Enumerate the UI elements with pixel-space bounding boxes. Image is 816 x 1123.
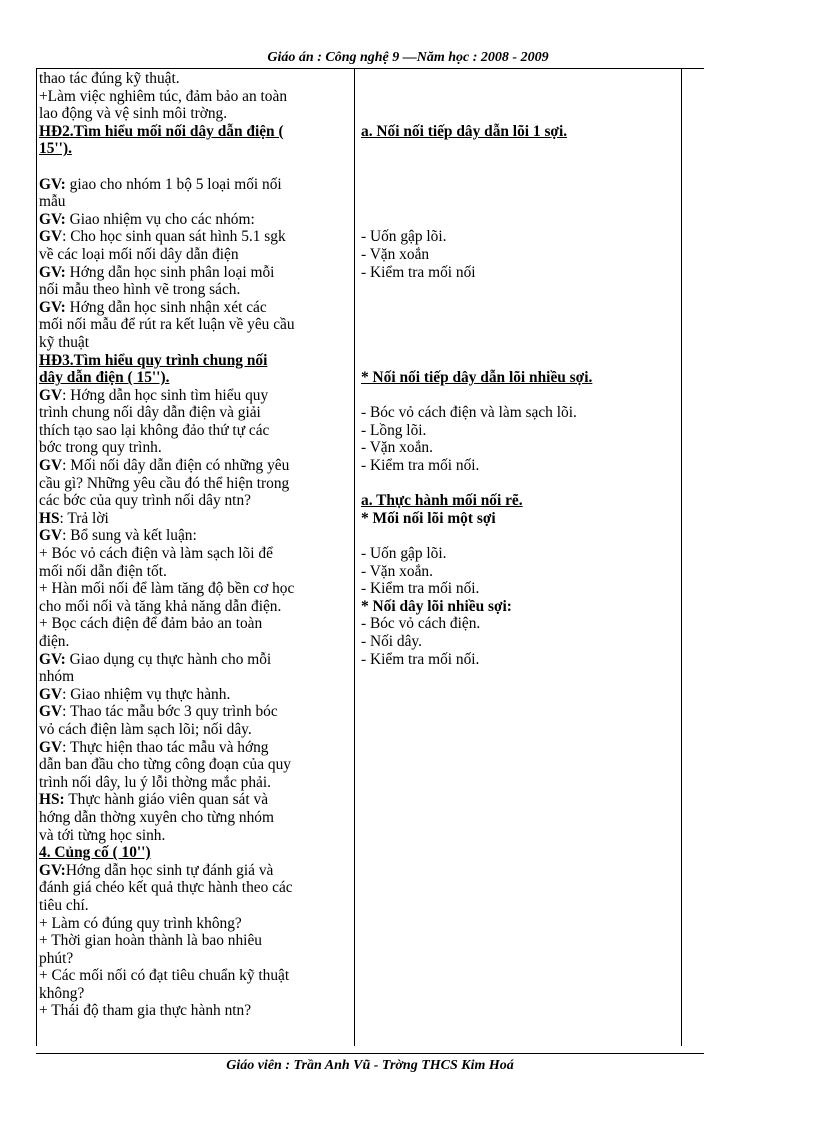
activity-line: không? (39, 984, 85, 1002)
step-line: - Vặn xoắn. (361, 439, 433, 457)
activity-line: nhóm (39, 668, 75, 686)
section-title-consolidation: 4. Củng cố ( 10'') (39, 844, 151, 862)
activity-line: GV: Thực hiện thao tác mẫu và hớng (39, 738, 269, 756)
right-title-multi-wire: * Nối nối tiếp dây dẫn lõi nhiều sợi. (361, 369, 593, 387)
role-label: GV: (39, 210, 66, 228)
spacer (361, 140, 677, 158)
activity-line: + Thái độ tham gia thực hành ntn? (39, 1002, 252, 1020)
role-label: GV (39, 527, 63, 545)
page-footer: Giáo viên : Trần Anh Vũ - Trờng THCS Kim Hoá (226, 1058, 514, 1073)
step-line: - Kiểm tra mối nối. (361, 580, 480, 598)
step-line: - Uốn gập lõi. (361, 228, 447, 246)
spacer (361, 193, 677, 211)
activity-line: về các loại mối nối dây dẫn điện (39, 245, 239, 263)
activity-line: vỏ cách điện làm sạch lõi; nối dây. (39, 720, 252, 738)
role-label: GV (39, 685, 63, 703)
section-title-hd3: dây dẫn điện ( 15''). (39, 369, 170, 387)
activity-line: + Bọc cách điện để đảm bảo an toàn (39, 615, 263, 633)
activity-line: các bớc của quy trình nối dây ntn? (39, 492, 251, 510)
activity-line: GV: Giao nhiệm vụ thực hành. (39, 685, 231, 703)
activity-line: GV: Hớng dẫn học sinh tìm hiểu quy (39, 386, 269, 404)
activity-line: dẫn ban đầu cho từng công đoạn của quy (39, 756, 291, 774)
role-label: GV: (39, 861, 66, 879)
activity-line: + Thời gian hoàn thành là bao nhiêu (39, 932, 262, 950)
activity-line: + Hàn mối nối để làm tăng độ bền cơ học (39, 580, 295, 598)
spacer (361, 475, 677, 493)
spacer (361, 70, 677, 88)
role-label: HS (39, 509, 60, 527)
section-title-hd2: HĐ2.Tìm hiểu mối nối dây dẫn điện ( (39, 122, 284, 140)
activity-line: mối nối dẫn điện tốt. (39, 562, 167, 580)
right-title-single-wire: a. Nối nối tiếp dây dẫn lõi 1 sợi. (361, 122, 568, 140)
section-title-hd3: HĐ3.Tìm hiểu quy trình chung nối (39, 351, 268, 369)
spacer (361, 105, 677, 123)
step-line: - Kiểm tra mối nối. (361, 650, 480, 668)
activity-line: GV: Giao nhiệm vụ cho các nhóm: (39, 210, 255, 228)
activity-line: điện. (39, 633, 70, 650)
activity-line: nối mẫu theo hình vẽ trong sách. (39, 281, 241, 299)
step-line: - Bóc vỏ cách điện và làm sạch lõi. (361, 404, 577, 422)
right-title-branch-joint: a. Thực hành mối nối rẽ. (361, 492, 523, 510)
role-label: GV (39, 703, 63, 721)
role-label: GV (39, 386, 63, 404)
step-line: - Bóc vỏ cách điện. (361, 615, 481, 633)
spacer (361, 158, 677, 176)
activity-line: + Các mối nối có đạt tiêu chuẩn kỹ thuật (39, 967, 290, 985)
spacer (361, 211, 677, 229)
column-divider (354, 68, 355, 1046)
activity-line: cầu gì? Những yêu cầu đó thể hiện trong (39, 474, 290, 492)
spacer (361, 352, 677, 370)
step-line: - Vặn xoắn. (361, 562, 433, 580)
step-line: - Vặn xoắn (361, 245, 430, 263)
right-subtitle-single-core: * Mối nối lõi một sợi (361, 509, 496, 527)
spacer (361, 299, 677, 317)
activity-line: mối nối mẫu để rút ra kết luận về yêu cầu (39, 316, 295, 334)
activity-line: HS: Trả lời (39, 509, 109, 527)
activity-line: + Bóc vỏ cách điện và làm sạch lõi để (39, 545, 273, 563)
activity-line: trình chung nối dây dẫn điện và giải (39, 404, 261, 422)
activity-line: GV: Hớng dẫn học sinh phân loại mỗi (39, 263, 275, 281)
role-label: GV (39, 228, 63, 246)
section-title-hd2: 15''). (39, 140, 72, 158)
activity-line: mẫu (39, 193, 66, 211)
activity-line: GV: Bổ sung và kết luận: (39, 527, 197, 545)
activity-line: HS: Thực hành giáo viên quan sát và (39, 791, 269, 809)
activity-line: cho mối nối và tăng khả năng dẫn điện. (39, 597, 282, 615)
step-line: - Kiểm tra mối nối (361, 263, 476, 281)
spacer (361, 527, 677, 545)
step-line: - Nối dây. (361, 633, 422, 650)
spacer (361, 176, 677, 194)
intro-line: lao động và vệ sinh môi trờng. (39, 105, 228, 123)
spacer (361, 281, 677, 299)
activity-line: GV:Hớng dẫn học sinh tự đánh giá và (39, 861, 274, 879)
spacer (361, 88, 677, 106)
role-label: GV: (39, 298, 66, 316)
step-line: - Kiểm tra mối nối. (361, 457, 480, 475)
role-label: GV (39, 457, 63, 475)
activity-line: kỹ thuật (39, 333, 90, 351)
page-header: Giáo án : Công nghệ 9 —Năm học : 2008 - 2009 (267, 50, 549, 65)
spacer (361, 387, 677, 405)
intro-line: +Làm việc nghiêm túc, đảm bảo an toàn (39, 87, 288, 105)
content-column (361, 70, 677, 668)
intro-line: thao tác đúng kỹ thuật. (39, 70, 180, 87)
activity-line: GV: giao cho nhóm 1 bộ 5 loại mối nối (39, 175, 282, 193)
activity-line: trình nối dây, lu ý lỗi thờng mắc phải. (39, 773, 271, 791)
role-label: GV: (39, 263, 66, 281)
spacer (361, 316, 677, 334)
activity-line: bớc trong quy trình. (39, 439, 162, 457)
right-subtitle-multi-core: * Nối dây lõi nhiều sợi: (361, 597, 512, 615)
teacher-activities-column (39, 70, 351, 1020)
spacer (39, 158, 351, 176)
role-label: GV (39, 738, 63, 756)
activity-line: GV: Thao tác mẫu bớc 3 quy trình bóc (39, 703, 278, 721)
activity-line: phút? (39, 949, 74, 967)
activity-line: đánh giá chéo kết quả thực hành theo các (39, 879, 293, 897)
step-line: - Lồng lõi. (361, 421, 427, 439)
step-line: - Uốn gập lõi. (361, 545, 447, 563)
activity-line: GV: Giao dụng cụ thực hành cho mỗi (39, 650, 272, 668)
spacer (361, 334, 677, 352)
activity-line: hớng dẫn thờng xuyên cho từng nhóm (39, 808, 274, 826)
activity-line: GV: Hớng dẫn học sinh nhận xét các (39, 298, 267, 316)
activity-line: và tới từng học sinh. (39, 826, 166, 844)
activity-line: tiêu chí. (39, 896, 89, 914)
activity-line: GV: Cho học sinh quan sát hình 5.1 sgk (39, 228, 286, 246)
role-label: HS: (39, 791, 65, 809)
footer-rule (36, 1053, 704, 1054)
activity-line: GV: Mối nối dây dẫn điện có những yêu (39, 457, 290, 475)
activity-line: + Làm có đúng quy trình không? (39, 914, 242, 932)
role-label: GV: (39, 650, 66, 668)
role-label: GV: (39, 175, 66, 193)
activity-line: thích tạo sao lại không đảo thứ tự các (39, 421, 270, 439)
